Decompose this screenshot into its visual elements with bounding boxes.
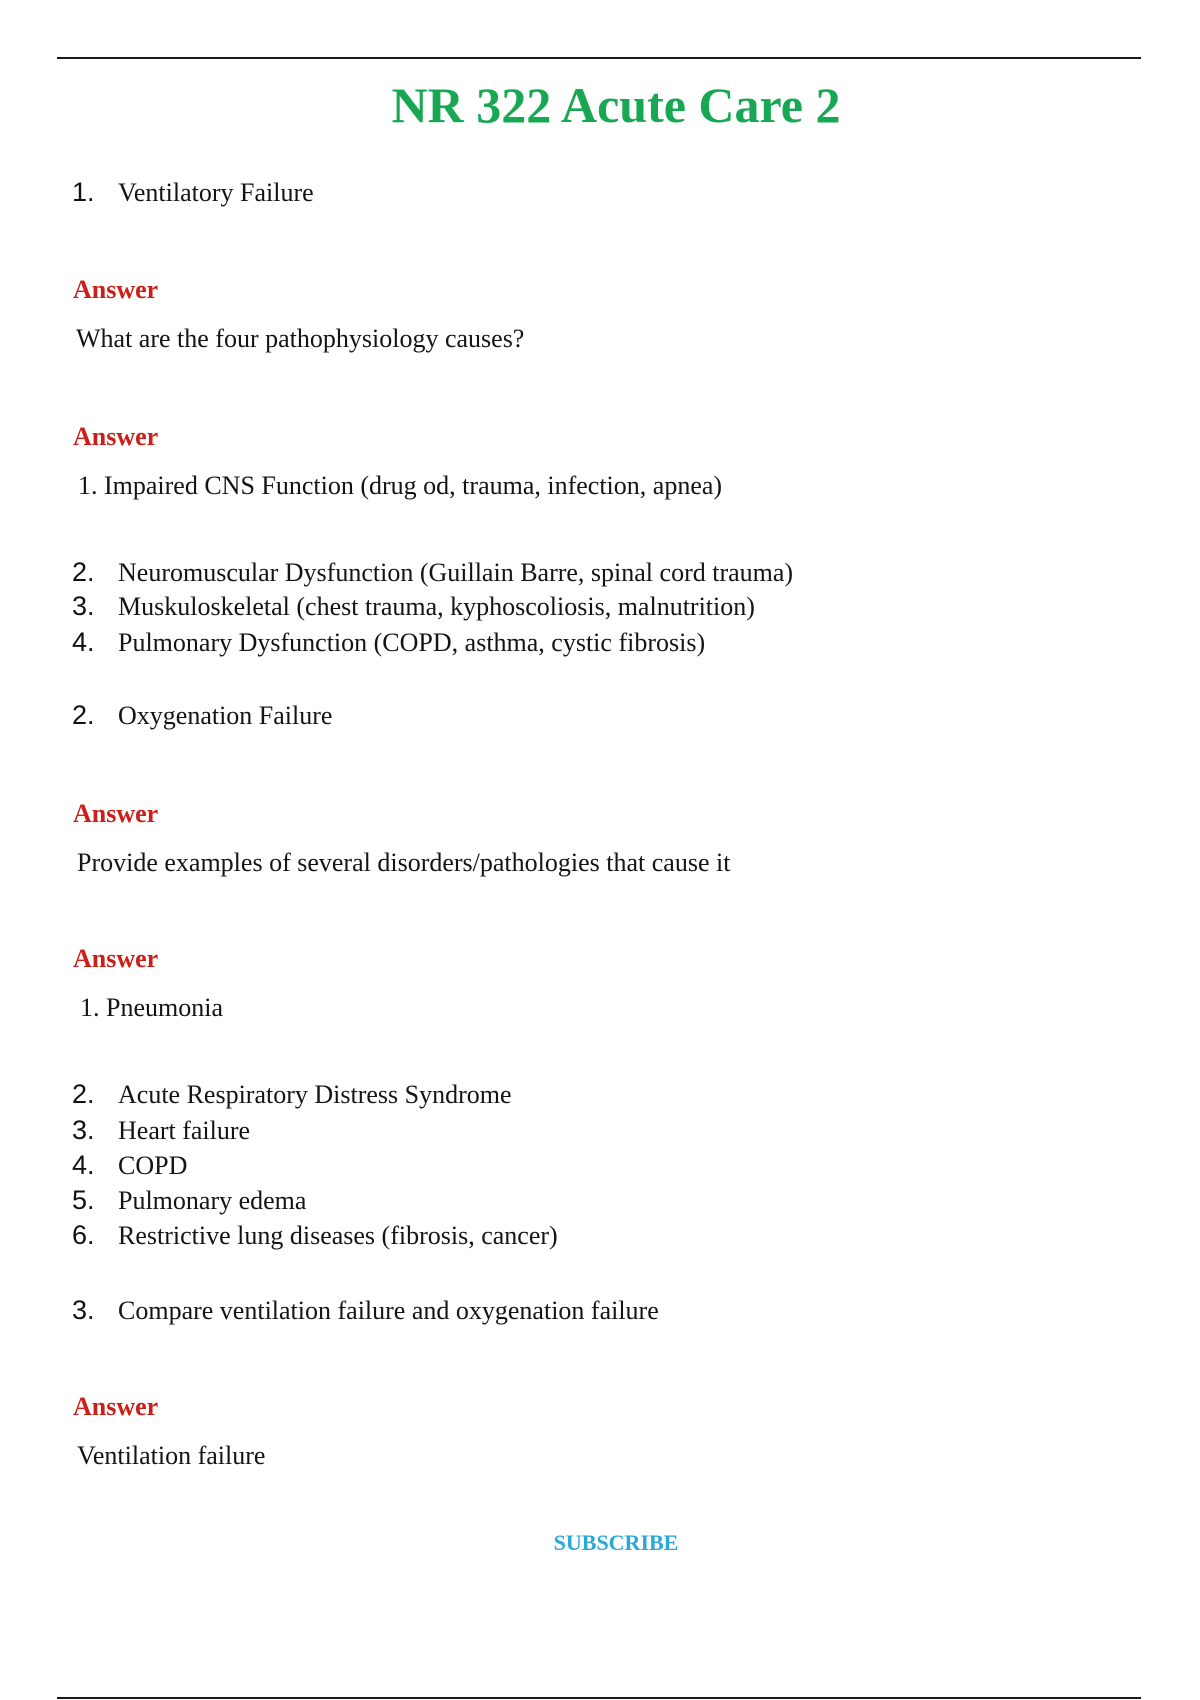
question-number: 2. — [72, 700, 95, 730]
list-item-number: 2. — [72, 557, 95, 587]
question-number: 3. — [72, 1295, 95, 1325]
list-item-number: 4. — [72, 1150, 95, 1180]
list-item-text: Heart failure — [118, 1116, 251, 1145]
list-item-text: Pulmonary Dysfunction (COPD, asthma, cystic fibrosis) — [118, 628, 706, 657]
question-text: Compare ventilation failure and oxygenation failure — [118, 1296, 659, 1325]
list-item-text: Pulmonary edema — [118, 1186, 307, 1215]
list-item-text: Muskuloskeletal (chest trauma, kyphoscoliosis, malnutrition) — [118, 592, 755, 621]
answer-label: Answer — [73, 944, 159, 973]
answer-label: Answer — [73, 799, 159, 828]
question-3 — [72, 1293, 659, 1328]
list-item-text: Acute Respiratory Distress Syndrome — [118, 1080, 512, 1109]
list-item-number: 2. — [72, 1079, 95, 1109]
list-item — [72, 555, 793, 590]
list-item — [72, 589, 755, 624]
answer-label: Answer — [73, 1392, 159, 1421]
subscribe-link[interactable]: SUBSCRIBE — [553, 1530, 679, 1555]
list-item — [72, 1218, 558, 1253]
list-item — [72, 1183, 306, 1218]
list-item — [72, 1148, 187, 1183]
list-item — [72, 1113, 250, 1148]
list-item-text: COPD — [118, 1151, 188, 1180]
answer-text: What are the four pathophysiology causes? — [76, 324, 525, 353]
question-number: 1. — [72, 177, 95, 207]
list-item — [72, 625, 705, 660]
list-item — [72, 1077, 512, 1112]
answer-text: Ventilation failure — [77, 1441, 266, 1470]
list-item-text: Restrictive lung diseases (fibrosis, cancer) — [118, 1221, 558, 1250]
answer-list-first-item: 1. Impaired CNS Function (drug od, trauma, infection, apnea) — [78, 471, 723, 500]
list-item-number: 4. — [72, 627, 95, 657]
answer-text: Provide examples of several disorders/pathologies that cause it — [77, 848, 731, 877]
bottom-divider — [57, 1697, 1141, 1699]
question-text: Oxygenation Failure — [118, 701, 333, 730]
answer-list-first-item: 1. Pneumonia — [80, 993, 223, 1022]
question-1 — [72, 175, 314, 210]
answer-label: Answer — [73, 422, 159, 451]
list-item-number: 6. — [72, 1220, 95, 1250]
page-title: NR 322 Acute Care 2 — [391, 77, 841, 133]
list-item-number: 3. — [72, 591, 95, 621]
list-item-number: 3. — [72, 1115, 95, 1145]
top-divider — [57, 57, 1141, 59]
question-2 — [72, 698, 332, 733]
answer-label: Answer — [73, 275, 159, 304]
question-text: Ventilatory Failure — [118, 178, 314, 207]
list-item-text: Neuromuscular Dysfunction (Guillain Barre, spinal cord trauma) — [118, 558, 794, 587]
list-item-number: 5. — [72, 1185, 95, 1215]
